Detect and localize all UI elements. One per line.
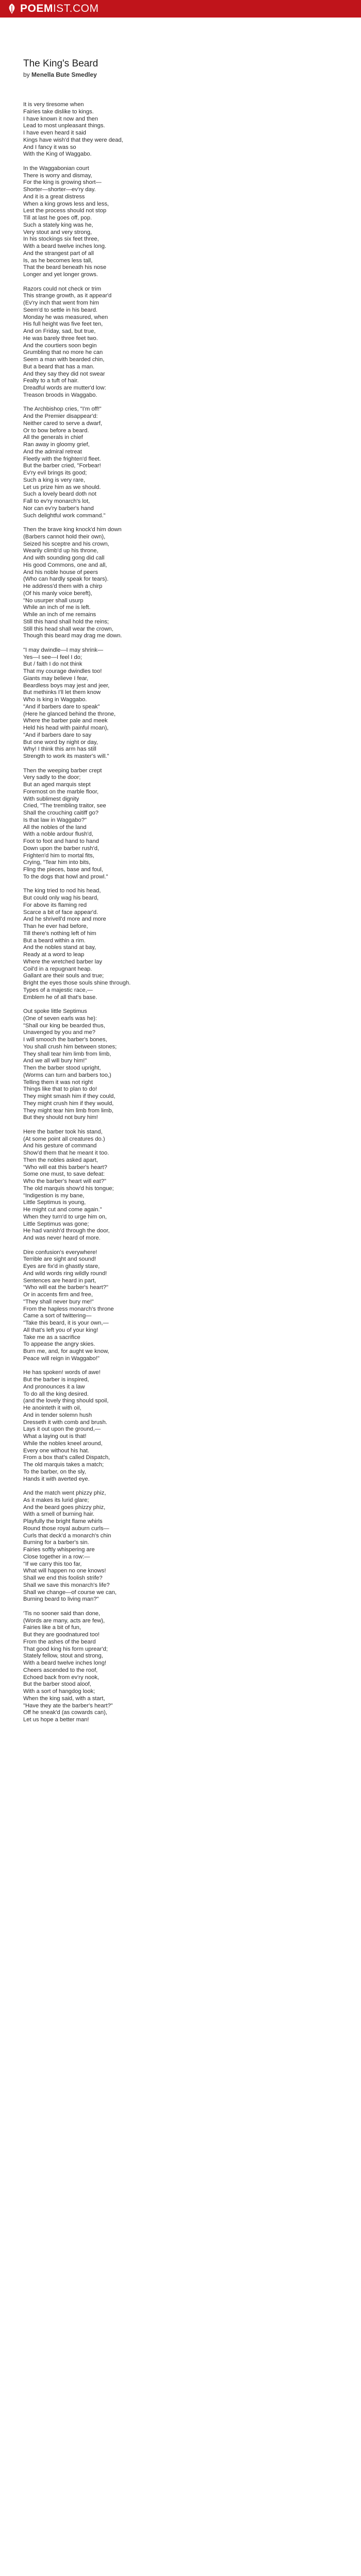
poem-line: To the dogs that howl and prowl." (23, 873, 108, 880)
poem-line: I have even heard it said (23, 130, 86, 136)
poem-line: Neither cared to serve a dwarf, (23, 420, 102, 427)
poem-title: The King's Beard (23, 58, 99, 69)
poem-line: Shorter—shorter—ev'ry day. (23, 187, 96, 193)
poem-line: From the ashes of the beard (23, 1638, 96, 1645)
poem-line: And we all will bury him!" (23, 1058, 87, 1064)
poem-line: "No usurper shall usurp (23, 597, 84, 604)
stanza (23, 1249, 343, 1363)
poem-line: This strange growth, as it appear'd (23, 293, 112, 299)
poem-line: Round those royal auburn curls— (23, 1525, 109, 1532)
poem-line: Fairies like a bit of fun, (23, 1624, 81, 1631)
poem-container (23, 58, 343, 1731)
poem-line: Held his head with painful moan), (23, 725, 109, 731)
poem-line: Where the barber pale and meek (23, 718, 108, 724)
poem-line: Crying, "Tear him into bits, (23, 859, 91, 866)
poem-line: To appease the angry skies. (23, 1341, 95, 1348)
poem-line: With sublimest dignity (23, 795, 79, 802)
poem-line: "Shall our king be bearded thus, (23, 1022, 105, 1029)
poem-line: Came a sort of twittering— (23, 1313, 92, 1319)
poem-line: (and the lovely thing should spoil, (23, 1398, 109, 1404)
poem-line: And I fancy it was so (23, 144, 76, 150)
poem-line: When a king grows less and less, (23, 200, 109, 207)
poem-line: Some one must, to save defeat: (23, 1171, 105, 1178)
poem-line: With a sort of hangdog look; (23, 1688, 95, 1694)
poem-line: Down upon the barber rush'd, (23, 845, 100, 852)
poem-line: Bright the eyes those souls shine through. (23, 980, 131, 986)
poem-line: And the beard goes phizzy phiz, (23, 1504, 106, 1511)
poem-line: Curls that deck'd a monarch's chin (23, 1532, 111, 1539)
poem-line: Playfully the bright flame whirls (23, 1518, 103, 1524)
poem-line: "Who will eat the barber's heart?" (23, 1284, 108, 1291)
poem-body (23, 101, 343, 1724)
poem-line: But could only wag his beard, (23, 895, 99, 901)
poem-line: And the Premier disappear'd: (23, 413, 98, 419)
poem-line: The Archbishop cries, "I'm off!" (23, 406, 102, 413)
poem-line: Coil'd in a repugnant heap. (23, 965, 92, 972)
poem-line: Telling them it was not right (23, 1079, 93, 1086)
poem-line: There is worry and dismay, (23, 172, 92, 179)
poem-line: Shall the crouching caitiff go? (23, 810, 99, 816)
poem-line: Longer and yet longer grows. (23, 272, 98, 278)
poem-line: Foremost on the marble floor, (23, 788, 99, 795)
author-link[interactable]: Menella Bute Smedley (31, 71, 97, 78)
poem-line: Lead to most unpleasant things. (23, 123, 105, 129)
poem-line: Sentences are heard in part, (23, 1277, 96, 1284)
poem-line: And his gesture of command (23, 1143, 97, 1149)
poem-line: Very sadly to the door; (23, 774, 81, 781)
poem-line: Where the wretched barber lay (23, 958, 102, 965)
poem-line: He was barely three feet two. (23, 335, 98, 342)
stanza (23, 1369, 343, 1483)
poem-line: Take me as a sacrifice (23, 1334, 80, 1341)
poem-line: His good Commons, one and all, (23, 562, 107, 568)
poem-line: Fairies softly whispering are (23, 1547, 95, 1553)
poem-line: And with sounding gong did call (23, 555, 105, 561)
poem-line: Or to bow before a beard. (23, 427, 89, 434)
poem-line: When the king said, with a start, (23, 1695, 105, 1702)
poem-line: Burn me, and, for aught we know, (23, 1348, 109, 1354)
poem-line: Things like that to plan to do! (23, 1086, 97, 1093)
poem-line: Gallant are their souls and true; (23, 973, 104, 979)
poem-line: He has spoken! words of awe! (23, 1369, 101, 1376)
poem-line: He might cut and come again." (23, 1207, 102, 1213)
poem-line: Seem'd to settle in his beard. (23, 307, 97, 313)
poem-line: Such a king is very rare, (23, 477, 86, 483)
poem-line: As it makes its lurid glare; (23, 1497, 89, 1503)
poem-line: Every one without his hat. (23, 1447, 90, 1454)
poem-line: Very stout and very strong, (23, 229, 92, 235)
stanza (23, 1129, 343, 1242)
poem-line: (Here he glanced behind the throne, (23, 710, 116, 717)
poem-line: Till at last he goes off, pop. (23, 215, 92, 221)
stanza (23, 1611, 343, 1724)
poem-line: All the nobles of the land (23, 824, 87, 831)
poem-line: Then the nobles asked apart, (23, 1157, 98, 1163)
poem-line: They might crush him if they would, (23, 1100, 114, 1107)
poem-line: And the admiral retreat (23, 448, 82, 455)
poem-line: In his stockings six feet three, (23, 236, 99, 243)
poem-line: All the generals in chief (23, 434, 83, 441)
poem-line: Ev'ry evil brings its good; (23, 470, 87, 476)
poem-line: But methinks I'll let them know (23, 689, 101, 696)
poem-line: Shall we end this foolish strife? (23, 1575, 103, 1581)
poem-line: Yes—I see—I feel I do; (23, 654, 83, 660)
poem-line: What will happen no one knows! (23, 1568, 106, 1574)
poem-line: "They shall never bury me!" (23, 1298, 94, 1305)
poem-line: 'Tis no sooner said than done, (23, 1610, 101, 1617)
poem-line: Till there's nothing left of him (23, 930, 96, 937)
poem-line: Off he sneak'd (as cowards can), (23, 1709, 107, 1716)
stanza (23, 406, 343, 519)
poem-line: But / faith I do not think (23, 661, 83, 668)
stanza (23, 1008, 343, 1122)
poem-line: Ran away in gloomy grief, (23, 442, 90, 448)
poem-line: Lest the process should not stop (23, 208, 107, 214)
poem-line: But the barber cried, "Forbear! (23, 463, 101, 469)
poem-line: With a noble ardour flush'd, (23, 831, 93, 838)
poem-line: While an inch of me is left. (23, 604, 91, 611)
poem-line: Fleetly with the frighten'd fleet. (23, 455, 101, 462)
poem-line: Still this hand shall hold the reins; (23, 618, 109, 625)
poem-line: With the King of Waggabo. (23, 151, 92, 158)
poem-line: They might smash him if they could, (23, 1093, 116, 1099)
poem-line: Still this head shall wear the crown, (23, 625, 113, 632)
poem-line: Show'd them that he meant it too. (23, 1150, 109, 1156)
stanza (23, 647, 343, 760)
poem-line: For the king is growing short— (23, 179, 102, 186)
stanza (23, 286, 343, 399)
poem-line: And the nobles stand at bay, (23, 944, 96, 951)
poem-line: Such a lovely beard doth not (23, 491, 96, 498)
poem-line: Emblem he of all that's base. (23, 994, 97, 1001)
poem-line: Little Septimus was gone; (23, 1221, 89, 1227)
poem-line: And the courtiers soon begin (23, 342, 97, 349)
poem-line: Ready at a word to leap (23, 952, 85, 958)
poem-line: Terrible are sight and sound! (23, 1256, 96, 1263)
poem-line: Burning for a barber's sin. (23, 1539, 89, 1546)
poem-line: Razors could not check or trim (23, 285, 102, 292)
poem-line: (One of seven earls was he): (23, 1015, 97, 1022)
poem-line: Is, as he becomes less tall, (23, 257, 93, 264)
poem-line: Seized his sceptre and his crown, (23, 540, 109, 547)
poem-line: Kings have wish'd that they were dead, (23, 137, 123, 143)
poem-line: Echoed back from ev'ry nook, (23, 1674, 100, 1681)
poem-line: Shall we save this monarch's life? (23, 1582, 110, 1588)
poem-line: Fling the pieces, base and foul, (23, 867, 103, 873)
poem-line: They might tear him limb from limb, (23, 1107, 113, 1114)
poem-line: Cried, "The trembling traitor, see (23, 803, 106, 809)
poem-line: Wearily climb'd up his throne, (23, 548, 99, 554)
poem-line: And wild words ring wildly round! (23, 1270, 107, 1277)
poem-line: Who is king in Waggabo. (23, 697, 87, 703)
poem-line: And they say they did not swear (23, 370, 105, 377)
poem-line: Nor can ev'ry barber's hand (23, 505, 94, 512)
poem-line: He anointeth it with oil, (23, 1405, 81, 1411)
poem-line: In the Waggabonian court (23, 165, 89, 172)
poem-line: (Who can hardly speak for tears). (23, 576, 109, 583)
poem-line: Hands it with averted eye. (23, 1476, 90, 1482)
poem-line: To do all the king desired. (23, 1391, 89, 1397)
poem-line: Grumbling that no more he can (23, 349, 103, 356)
poem-line: And was never heard of more. (23, 1235, 101, 1241)
quill-pen-icon (7, 3, 17, 14)
poem-line: I have known it now and then (23, 115, 98, 122)
poem-line: The old marquis show'd his tongue; (23, 1185, 114, 1192)
poem-line: That the beard beneath his nose (23, 264, 107, 271)
poem-line: Beardless boys may jest and jeer, (23, 682, 110, 689)
poem-line: "Have they ate the barber's heart?" (23, 1702, 113, 1709)
poem-line: Such delightful work command." (23, 512, 106, 519)
poem-line: "And if barbers dare to speak" (23, 703, 100, 710)
poem-line: And he shrivell'd more and more (23, 916, 106, 923)
poem-line: That my courage dwindles too! (23, 668, 102, 674)
poem-line: Why! I think this arm has still (23, 746, 96, 753)
poem-line: Out spoke little Septimus (23, 1008, 87, 1014)
poem-line: From the hapless monarch's throne (23, 1306, 114, 1312)
poem-line: Little Septimus is young, (23, 1199, 86, 1206)
poem-line: What a laying out is that! (23, 1433, 87, 1439)
poem-line: "If we carry this too far, (23, 1561, 82, 1567)
poem-line: He address'd them with a chirp (23, 583, 103, 589)
poem-line: "Take this beard, it is your own,— (23, 1320, 109, 1326)
poem-line: Than he ever had before, (23, 923, 88, 929)
poem-line: Then the barber stood upright, (23, 1065, 101, 1071)
poem-line: And in tender solemn hush (23, 1412, 92, 1418)
poem-line: Types of a majestic race,— (23, 987, 93, 993)
poem-line: With a smell of burning hair. (23, 1511, 95, 1518)
poem-line: That good king his form uprear'd; (23, 1646, 108, 1652)
poem-line: Who the barber's heart will eat?" (23, 1178, 106, 1184)
poem-line: And it is a great distress (23, 193, 85, 200)
stanza (23, 165, 343, 279)
poem-line: Close together in a row:— (23, 1553, 90, 1560)
poem-line: Treason broods in Waggabo. (23, 392, 97, 398)
poem-line: But they are goodnatured too! (23, 1632, 100, 1638)
poem-line: Scarce a bit of face appear'd. (23, 909, 99, 916)
logo-text: POEM (20, 3, 53, 14)
poem-line: And pronounces it a law (23, 1383, 85, 1390)
poem-line: Unavenged by you and me? (23, 1029, 95, 1036)
poem-line: For above its flaming red (23, 902, 87, 908)
poem-line: And his noble house of peers (23, 569, 98, 575)
poem-line: When they turn'd to urge him on, (23, 1213, 107, 1220)
poem-line: Let us prize him as we should. (23, 484, 101, 490)
poem-line: Shall we change—of course we can, (23, 1589, 117, 1596)
logo-tld: IST.COM (53, 3, 99, 14)
poem-line: But they should not bury him! (23, 1114, 98, 1121)
poem-line: While the nobles kneel around, (23, 1440, 103, 1447)
poem-line: Though this beard may drag me down. (23, 633, 122, 639)
poem-line: (Of his manly voice bereft), (23, 590, 92, 597)
poem-line: While an inch of me remains (23, 612, 96, 618)
poem-line: But a beard within a rim. (23, 937, 86, 944)
poem-line: Eyes are fix'd in ghastly stare, (23, 1263, 100, 1269)
poem-line: It is very tiresome when (23, 101, 84, 108)
stanza (23, 768, 343, 881)
poem-line: I will smooch the barber's bones, (23, 1037, 107, 1043)
poem-line: Fealty to a tuft of hair. (23, 378, 79, 384)
poem-line: The old marquis takes a match; (23, 1462, 104, 1468)
stanza (23, 888, 343, 1001)
poem-line: But a beard that has a man. (23, 363, 95, 370)
poem-line: Lays it out upon the ground,— (23, 1426, 101, 1433)
poem-byline (23, 71, 343, 79)
poem-line: His full height was five feet ten, (23, 321, 103, 328)
poem-line: From a box that's called Dispatch, (23, 1454, 110, 1461)
stanza (23, 527, 343, 640)
poem-line: Dreadful words are mutter'd low: (23, 385, 106, 391)
stanza (23, 101, 343, 158)
poem-line: They shall tear him limb from limb, (23, 1050, 111, 1057)
poem-line: He had vanish'd through the door, (23, 1228, 110, 1234)
site-header (0, 0, 361, 18)
poem-line: Peace will reign in Waggabo!" (23, 1355, 100, 1362)
poem-line: The king tried to nod his head, (23, 888, 101, 894)
poem-line: Or in accents firm and free, (23, 1292, 93, 1298)
poem-line: Frighten'd him to mortal fits, (23, 852, 94, 859)
poem-line: (At some point all creatures do.) (23, 1136, 105, 1142)
poem-line: "Who will eat this barber's heart? (23, 1164, 107, 1171)
by-label: by (23, 71, 30, 78)
poem-line: (Worms can turn and barbers too,) (23, 1072, 111, 1078)
poem-line: Then the weeping barber crept (23, 767, 102, 774)
poem-line: Foot to foot and hand to hand (23, 838, 99, 844)
poem-line: (Ev'ry inch that went from him (23, 300, 99, 306)
poem-line: And the match went phizzy phiz, (23, 1490, 106, 1496)
poem-line: (Barbers cannot hold their own), (23, 533, 106, 540)
poem-line: Strength to work its master's will." (23, 753, 109, 759)
poem-line: Burning beard to living man?" (23, 1596, 99, 1603)
poem-line: But one word by night or day, (23, 739, 98, 745)
poem-line: And on Friday, sad, but true, (23, 328, 96, 334)
poem-line: Dire confusion's everywhere! (23, 1249, 97, 1256)
poem-line: Such a stately king was he, (23, 222, 93, 228)
poem-line: To the barber, on the sly, (23, 1468, 86, 1475)
poem-line: With a beard twelve inches long! (23, 1660, 107, 1666)
poem-line: Giants may believe I fear, (23, 675, 89, 682)
poem-line: And the strangest part of all (23, 250, 94, 257)
poem-line: Fairies take dislike to kings. (23, 108, 94, 115)
poem-line: (Words are many, acts are few), (23, 1617, 105, 1624)
poem-line: You shall crush him between stones; (23, 1043, 117, 1050)
poem-line: "Indigestion is my bane, (23, 1192, 85, 1199)
poem-line: All that's left you of your king! (23, 1327, 99, 1333)
poem-line: Dresseth it with comb and brush. (23, 1419, 107, 1426)
poem-line: But the barber is inspired, (23, 1377, 89, 1383)
poem-line: With a beard twelve inches long. (23, 243, 107, 249)
poem-line: Cheers ascended to the roof, (23, 1667, 98, 1673)
poem-line: Monday he was measured, when (23, 314, 108, 320)
poem-line: "And if barbers dare to say (23, 732, 92, 738)
poem-line: But the barber stood aloof, (23, 1681, 91, 1688)
poem-line: Here the barber took his stand, (23, 1128, 103, 1135)
poem-line: Seem a man with bearded chin, (23, 357, 105, 363)
site-logo[interactable] (7, 0, 99, 18)
stanza (23, 1490, 343, 1603)
poem-line: But an aged marquis stept (23, 782, 91, 788)
poem-line: Then the brave king knock'd him down (23, 527, 122, 533)
poem-line: Fall to ev'ry monarch's lot, (23, 498, 90, 504)
poem-line: Is that law in Waggabo?" (23, 817, 87, 823)
poem-line: Stately fellow, stout and strong, (23, 1653, 103, 1659)
poem-line: "I may dwindle—I may shrink— (23, 647, 104, 653)
poem-line: Let us hope a better man! (23, 1717, 89, 1723)
